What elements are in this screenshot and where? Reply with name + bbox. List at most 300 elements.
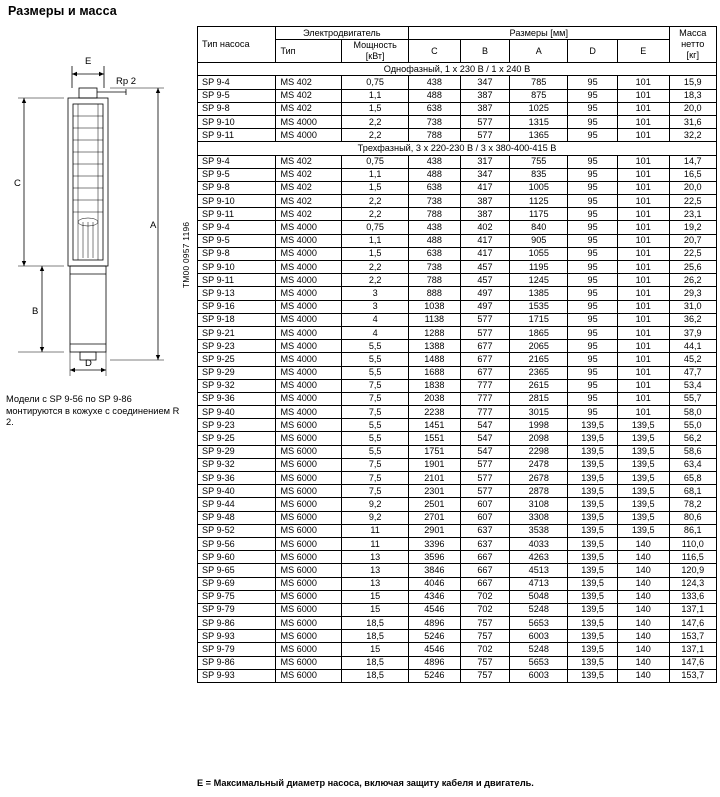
cell: 1315 <box>510 115 568 128</box>
header-dim-a: A <box>510 40 568 63</box>
header-power-line2: [кВт] <box>365 51 385 62</box>
cell: 137,1 <box>669 603 716 616</box>
cell: MS 6000 <box>275 524 342 537</box>
cell: 110,0 <box>669 537 716 550</box>
cell: 547 <box>460 419 510 432</box>
section-label: Однофазный, 1 x 230 В / 1 x 240 В <box>198 63 717 76</box>
cell: 6003 <box>510 630 568 643</box>
cell: 25,6 <box>669 261 716 274</box>
cell: 9,2 <box>342 511 409 524</box>
header-motor-type: Тип <box>275 40 342 63</box>
table-row <box>198 115 717 128</box>
cell: 139,5 <box>568 603 618 616</box>
cell: 15,9 <box>669 76 716 89</box>
cell: 1,5 <box>342 102 409 115</box>
cell: 788 <box>409 129 461 142</box>
cell: 577 <box>460 313 510 326</box>
cell: SP 9-5 <box>198 168 276 181</box>
cell: 1715 <box>510 313 568 326</box>
cell: 44,1 <box>669 340 716 353</box>
cell: 840 <box>510 221 568 234</box>
cell: 1998 <box>510 419 568 432</box>
cell: 2815 <box>510 392 568 405</box>
table-row <box>198 247 717 260</box>
cell: 95 <box>568 115 618 128</box>
cell: 637 <box>460 537 510 550</box>
cell: 2165 <box>510 353 568 366</box>
table-row <box>198 603 717 616</box>
cell: 1,1 <box>342 168 409 181</box>
cell: 1,1 <box>342 89 409 102</box>
header-weight-line2: нетто <box>681 39 705 50</box>
cell: 3308 <box>510 511 568 524</box>
cell: MS 402 <box>275 208 342 221</box>
cell: 55,0 <box>669 419 716 432</box>
cell: 4263 <box>510 551 568 564</box>
cell: 15 <box>342 603 409 616</box>
cell: 101 <box>617 76 669 89</box>
cell: 95 <box>568 247 618 260</box>
header-dim-b: B <box>460 40 510 63</box>
cell: MS 6000 <box>275 643 342 656</box>
cell: 3396 <box>409 537 461 550</box>
cell: 417 <box>460 234 510 247</box>
cell: 1451 <box>409 419 461 432</box>
cell: SP 9-8 <box>198 102 276 115</box>
cell: 2878 <box>510 485 568 498</box>
cell: 139,5 <box>617 472 669 485</box>
cell: 2701 <box>409 511 461 524</box>
cell: MS 4000 <box>275 129 342 142</box>
cell: SP 9-86 <box>198 656 276 669</box>
cell: 577 <box>460 115 510 128</box>
cell: 2,2 <box>342 208 409 221</box>
cell: 2298 <box>510 445 568 458</box>
cell: 2365 <box>510 366 568 379</box>
cell: 4896 <box>409 656 461 669</box>
cell: 1751 <box>409 445 461 458</box>
cell: 387 <box>460 208 510 221</box>
cell: 777 <box>460 406 510 419</box>
cell: SP 9-32 <box>198 379 276 392</box>
cell: 387 <box>460 195 510 208</box>
dimensions-table-wrap <box>197 26 717 683</box>
cell: SP 9-36 <box>198 392 276 405</box>
cell: SP 9-8 <box>198 181 276 194</box>
header-dim-c: C <box>409 40 461 63</box>
header-dim-d: D <box>568 40 618 63</box>
cell: MS 6000 <box>275 472 342 485</box>
cell: 577 <box>460 485 510 498</box>
cell: 1,5 <box>342 181 409 194</box>
cell: SP 9-4 <box>198 76 276 89</box>
table-row <box>198 261 717 274</box>
cell: 65,8 <box>669 472 716 485</box>
cell: 777 <box>460 392 510 405</box>
cell: 667 <box>460 577 510 590</box>
cell: MS 4000 <box>275 366 342 379</box>
cell: 3108 <box>510 498 568 511</box>
cell: SP 9-65 <box>198 564 276 577</box>
cell: 5653 <box>510 617 568 630</box>
cell: 2,2 <box>342 115 409 128</box>
cell: 139,5 <box>617 458 669 471</box>
cell: 5248 <box>510 643 568 656</box>
cell: 1385 <box>510 287 568 300</box>
page-title: Размеры и масса <box>8 4 117 18</box>
cell: 101 <box>617 89 669 102</box>
cell: 95 <box>568 313 618 326</box>
cell: 4 <box>342 313 409 326</box>
cell: 11 <box>342 524 409 537</box>
cell: 95 <box>568 261 618 274</box>
cell: SP 9-79 <box>198 643 276 656</box>
cell: 95 <box>568 274 618 287</box>
cell: 2615 <box>510 379 568 392</box>
label-rp2: Rp 2 <box>116 76 137 87</box>
cell: 1388 <box>409 340 461 353</box>
cell: 137,1 <box>669 643 716 656</box>
cell: 547 <box>460 445 510 458</box>
cell: 147,6 <box>669 656 716 669</box>
cell: 6003 <box>510 669 568 682</box>
pump-dimension-drawing <box>0 26 196 386</box>
header-row-groups <box>198 27 717 40</box>
cell: SP 9-40 <box>198 406 276 419</box>
cell: 1,1 <box>342 234 409 247</box>
cell: 22,5 <box>669 195 716 208</box>
cell: 888 <box>409 287 461 300</box>
cell: 139,5 <box>617 432 669 445</box>
cell: 13 <box>342 551 409 564</box>
cell: 2901 <box>409 524 461 537</box>
cell: 1025 <box>510 102 568 115</box>
cell: MS 6000 <box>275 511 342 524</box>
cell: 875 <box>510 89 568 102</box>
cell: MS 402 <box>275 195 342 208</box>
cell: 18,5 <box>342 669 409 682</box>
header-dims-group: Размеры [мм] <box>409 27 670 40</box>
cell: 5,5 <box>342 353 409 366</box>
cell: SP 9-8 <box>198 247 276 260</box>
cell: 78,2 <box>669 498 716 511</box>
cell: SP 9-23 <box>198 340 276 353</box>
cell: 13 <box>342 564 409 577</box>
cell: 7,5 <box>342 458 409 471</box>
cell: MS 6000 <box>275 656 342 669</box>
cell: 18,5 <box>342 656 409 669</box>
cell: 3 <box>342 300 409 313</box>
cell: 3015 <box>510 406 568 419</box>
cell: 2,2 <box>342 274 409 287</box>
table-row <box>198 181 717 194</box>
cell: 757 <box>460 656 510 669</box>
table-row <box>198 168 717 181</box>
table-row <box>198 472 717 485</box>
cell: 139,5 <box>568 485 618 498</box>
cell: MS 402 <box>275 168 342 181</box>
cell: 120,9 <box>669 564 716 577</box>
cell: 140 <box>617 551 669 564</box>
cell: SP 9-16 <box>198 300 276 313</box>
cell: 101 <box>617 181 669 194</box>
cell: 457 <box>460 274 510 287</box>
table-row <box>198 445 717 458</box>
cell: 26,2 <box>669 274 716 287</box>
cell: SP 9-21 <box>198 326 276 339</box>
cell: SP 9-29 <box>198 445 276 458</box>
cell: SP 9-11 <box>198 208 276 221</box>
table-row <box>198 155 717 168</box>
cell: 1838 <box>409 379 461 392</box>
cell: SP 9-10 <box>198 115 276 128</box>
cell: 702 <box>460 643 510 656</box>
cell: SP 9-32 <box>198 458 276 471</box>
cell: 9,2 <box>342 498 409 511</box>
cell: 95 <box>568 76 618 89</box>
table-body <box>198 63 717 683</box>
cell: 347 <box>460 168 510 181</box>
cell: 58,0 <box>669 406 716 419</box>
cell: 5248 <box>510 603 568 616</box>
table-row <box>198 656 717 669</box>
cell: 1901 <box>409 458 461 471</box>
cell: 29,3 <box>669 287 716 300</box>
table-row <box>198 392 717 405</box>
cell: 139,5 <box>568 445 618 458</box>
cell: 577 <box>460 326 510 339</box>
cell: MS 6000 <box>275 551 342 564</box>
cell: 1551 <box>409 432 461 445</box>
cell: 638 <box>409 181 461 194</box>
cell: 1365 <box>510 129 568 142</box>
cell: 3538 <box>510 524 568 537</box>
cell: 2678 <box>510 472 568 485</box>
cell: 757 <box>460 630 510 643</box>
cell: 14,7 <box>669 155 716 168</box>
cell: 607 <box>460 498 510 511</box>
cell: 139,5 <box>568 564 618 577</box>
cell: 13 <box>342 577 409 590</box>
cell: 95 <box>568 392 618 405</box>
table-row <box>198 102 717 115</box>
table-row <box>198 76 717 89</box>
cell: 667 <box>460 551 510 564</box>
cell: 1125 <box>510 195 568 208</box>
label-d: D <box>85 358 92 369</box>
cell: 1535 <box>510 300 568 313</box>
table-row <box>198 274 717 287</box>
cell: 101 <box>617 326 669 339</box>
cell: 20,0 <box>669 181 716 194</box>
cell: 637 <box>460 524 510 537</box>
cell: MS 4000 <box>275 247 342 260</box>
cell: MS 4000 <box>275 287 342 300</box>
cell: MS 6000 <box>275 577 342 590</box>
cell: 4896 <box>409 617 461 630</box>
cell: SP 9-10 <box>198 195 276 208</box>
table-row <box>198 643 717 656</box>
cell: 95 <box>568 366 618 379</box>
cell: 147,6 <box>669 617 716 630</box>
cell: 577 <box>460 472 510 485</box>
cell: SP 9-40 <box>198 485 276 498</box>
cell: 438 <box>409 221 461 234</box>
cell: 1138 <box>409 313 461 326</box>
cell: 153,7 <box>669 669 716 682</box>
cell: 31,6 <box>669 115 716 128</box>
cell: 438 <box>409 76 461 89</box>
cell: 0,75 <box>342 221 409 234</box>
cell: 101 <box>617 102 669 115</box>
cell: 101 <box>617 392 669 405</box>
cell: MS 6000 <box>275 537 342 550</box>
section-label: Трехфазный, 3 x 220-230 В / 3 x 380-400-415 В <box>198 142 717 155</box>
cell: 2065 <box>510 340 568 353</box>
cell: 139,5 <box>568 458 618 471</box>
cell: 139,5 <box>617 445 669 458</box>
cell: MS 4000 <box>275 261 342 274</box>
table-row <box>198 340 717 353</box>
table-row <box>198 432 717 445</box>
table-row <box>198 208 717 221</box>
cell: 577 <box>460 458 510 471</box>
cell: 95 <box>568 195 618 208</box>
cell: SP 9-4 <box>198 155 276 168</box>
cell: 101 <box>617 208 669 221</box>
label-a: A <box>150 220 157 231</box>
cell: 101 <box>617 261 669 274</box>
cell: 139,5 <box>568 669 618 682</box>
cell: 488 <box>409 234 461 247</box>
cell: 139,5 <box>568 617 618 630</box>
cell: 2,2 <box>342 129 409 142</box>
cell: 4046 <box>409 577 461 590</box>
cell: MS 4000 <box>275 392 342 405</box>
cell: 95 <box>568 353 618 366</box>
cell: 5246 <box>409 630 461 643</box>
cell: 677 <box>460 340 510 353</box>
table-row <box>198 577 717 590</box>
table-row <box>198 366 717 379</box>
cell: 95 <box>568 155 618 168</box>
cell: 95 <box>568 326 618 339</box>
cell: SP 9-52 <box>198 524 276 537</box>
cell: SP 9-79 <box>198 603 276 616</box>
cell: 31,0 <box>669 300 716 313</box>
label-e-top: E <box>85 56 92 67</box>
cell: MS 6000 <box>275 419 342 432</box>
cell: 438 <box>409 155 461 168</box>
cell: 1488 <box>409 353 461 366</box>
cell: 95 <box>568 234 618 247</box>
table-row <box>198 537 717 550</box>
table-row <box>198 353 717 366</box>
cell: MS 4000 <box>275 115 342 128</box>
cell: 757 <box>460 669 510 682</box>
section-header-row <box>198 63 717 76</box>
cell: 139,5 <box>568 537 618 550</box>
cell: 140 <box>617 617 669 630</box>
cell: MS 4000 <box>275 406 342 419</box>
cell: SP 9-93 <box>198 630 276 643</box>
cell: SP 9-60 <box>198 551 276 564</box>
header-power-line1: Мощность <box>353 40 397 51</box>
cell: 387 <box>460 89 510 102</box>
cell: MS 6000 <box>275 485 342 498</box>
cell: 5,5 <box>342 432 409 445</box>
cell: 5,5 <box>342 366 409 379</box>
cell: 2301 <box>409 485 461 498</box>
cell: 497 <box>460 300 510 313</box>
cell: MS 4000 <box>275 221 342 234</box>
cell: 1,5 <box>342 247 409 260</box>
cell: 4346 <box>409 590 461 603</box>
cell: SP 9-13 <box>198 287 276 300</box>
cell: 785 <box>510 76 568 89</box>
cell: MS 6000 <box>275 458 342 471</box>
cell: 1865 <box>510 326 568 339</box>
header-dim-e: E <box>617 40 669 63</box>
cell: SP 9-18 <box>198 313 276 326</box>
cell: 139,5 <box>568 590 618 603</box>
cell: 4033 <box>510 537 568 550</box>
cell: 417 <box>460 181 510 194</box>
header-pump-type: Тип насоса <box>198 27 276 63</box>
cell: 317 <box>460 155 510 168</box>
cell: SP 9-75 <box>198 590 276 603</box>
cell: 738 <box>409 115 461 128</box>
cell: 58,6 <box>669 445 716 458</box>
section-header-row <box>198 142 717 155</box>
cell: 55,7 <box>669 392 716 405</box>
cell: 1038 <box>409 300 461 313</box>
cell: 133,6 <box>669 590 716 603</box>
cell: 139,5 <box>568 630 618 643</box>
cell: 2098 <box>510 432 568 445</box>
cell: 140 <box>617 564 669 577</box>
cell: 139,5 <box>568 577 618 590</box>
header-power <box>342 40 409 63</box>
table-row <box>198 458 717 471</box>
cell: 101 <box>617 155 669 168</box>
cell: 139,5 <box>568 551 618 564</box>
table-row <box>198 630 717 643</box>
table-row <box>198 511 717 524</box>
cell: 101 <box>617 300 669 313</box>
cell: 905 <box>510 234 568 247</box>
cell: 738 <box>409 261 461 274</box>
table-row <box>198 564 717 577</box>
cell: 19,2 <box>669 221 716 234</box>
cell: 4713 <box>510 577 568 590</box>
cell: 139,5 <box>568 498 618 511</box>
cell: 68,1 <box>669 485 716 498</box>
cell: 95 <box>568 181 618 194</box>
label-c: C <box>14 178 21 189</box>
cell: 607 <box>460 511 510 524</box>
cell: SP 9-36 <box>198 472 276 485</box>
cell: 95 <box>568 379 618 392</box>
cell: MS 6000 <box>275 498 342 511</box>
cell: 16,5 <box>669 168 716 181</box>
label-b: B <box>32 306 39 317</box>
cell: 47,7 <box>669 366 716 379</box>
cell: 638 <box>409 247 461 260</box>
cell: MS 402 <box>275 181 342 194</box>
cell: 2501 <box>409 498 461 511</box>
header-weight-line3: [кг] <box>686 50 699 61</box>
